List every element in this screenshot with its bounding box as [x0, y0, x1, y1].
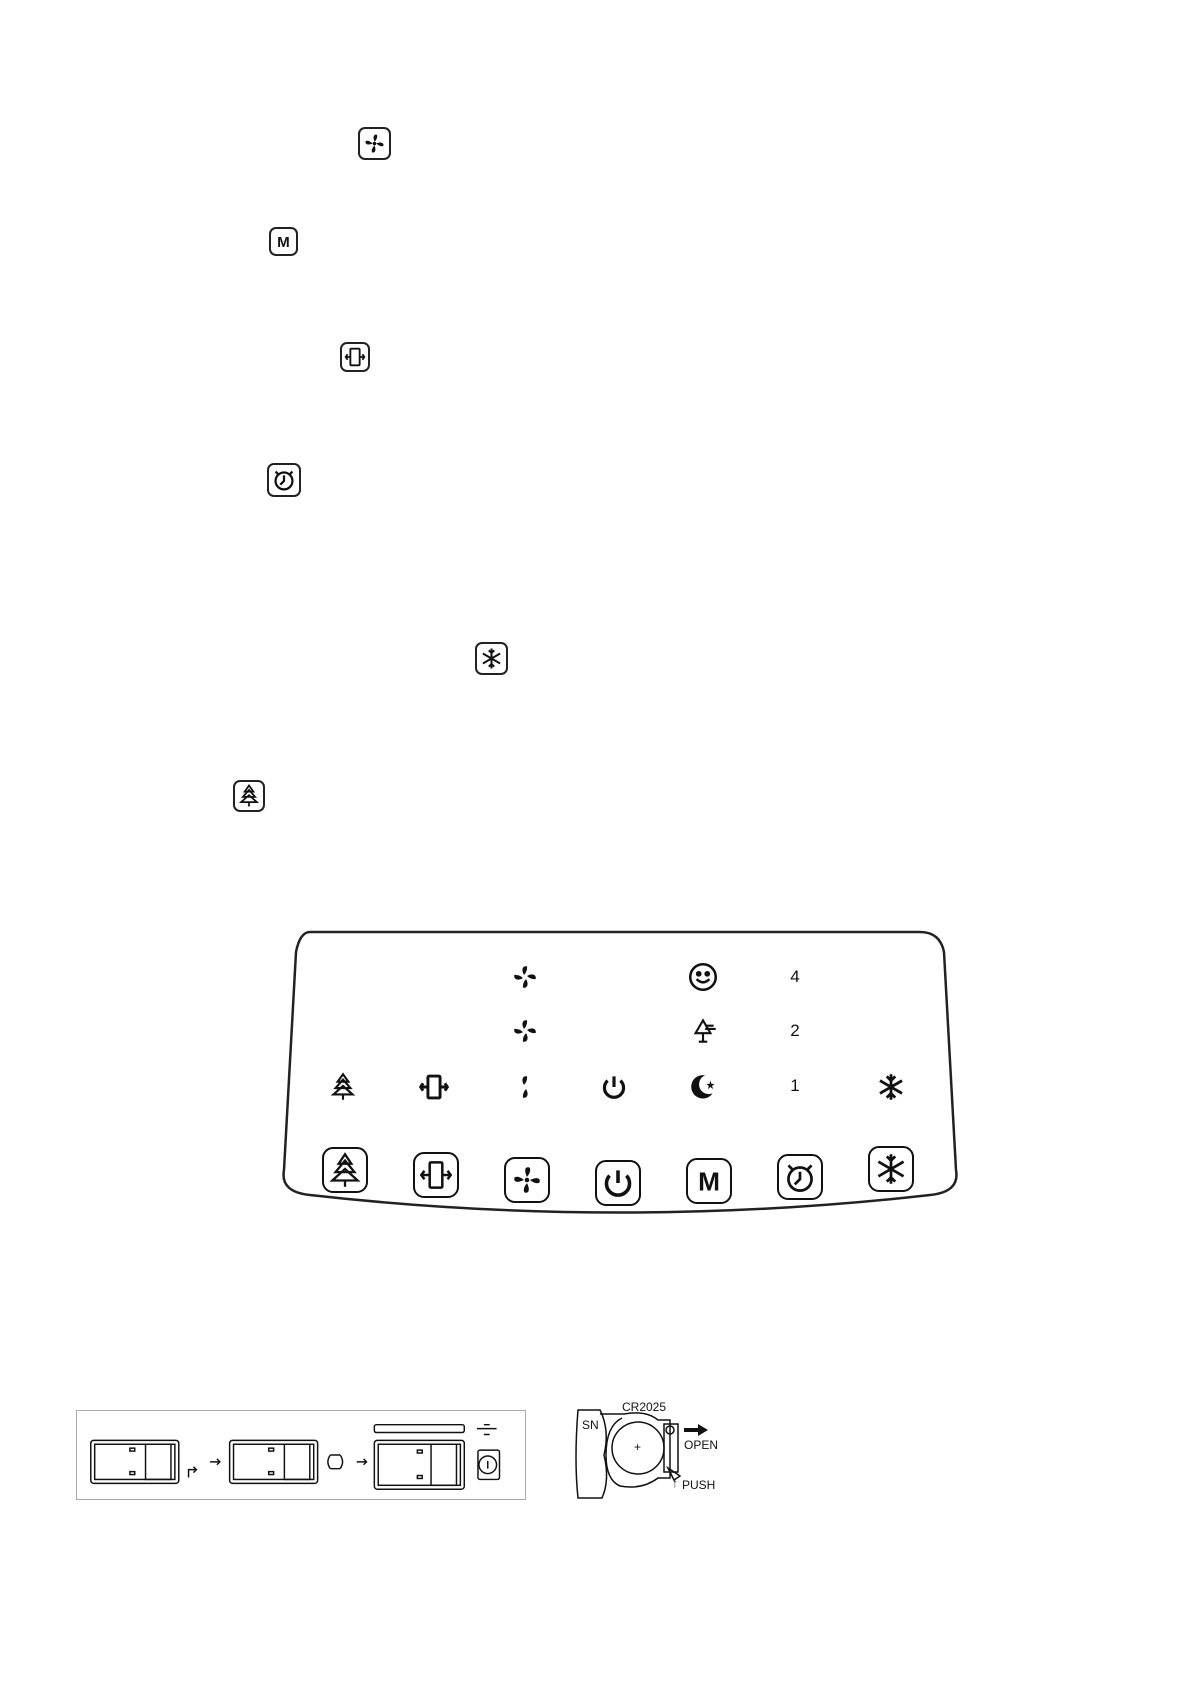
power-icon [597, 1070, 631, 1104]
fan-speed-mid-indicator [508, 1014, 542, 1048]
swing-icon [417, 1070, 451, 1104]
tree-cloud-icon [686, 1014, 720, 1048]
fan-high-icon [508, 960, 542, 994]
timer-button[interactable] [777, 1154, 823, 1200]
svg-text:M: M [277, 233, 290, 251]
swing-button[interactable] [413, 1152, 459, 1198]
push-arrow: ↑ [672, 1476, 678, 1490]
snowflake-icon [874, 1070, 908, 1104]
timer-4h-indicator: 4 [790, 967, 800, 986]
cool-indicator [874, 1070, 908, 1104]
fan-mid-icon [508, 1014, 542, 1048]
swing-keycap [340, 342, 370, 372]
remote-steps-drawing [77, 1411, 525, 1499]
breeze-mode-indicator [686, 1014, 720, 1048]
moon-star-icon [686, 1070, 720, 1104]
battery-plus-label: + [634, 1440, 642, 1454]
fan-speed-button[interactable] [504, 1157, 550, 1203]
smiley-icon [686, 960, 720, 994]
power-indicator [597, 1070, 631, 1104]
ionizer-keycap [233, 780, 265, 812]
fan-icon [360, 129, 389, 158]
mode-m-icon [271, 229, 296, 254]
tree-icon [326, 1070, 360, 1104]
remote-battery-steps-diagram [76, 1410, 526, 1500]
battery-holder-diagram [570, 1400, 770, 1510]
alarm-clock-icon [269, 465, 299, 495]
timer-keycap [267, 463, 301, 497]
ionizer-button[interactable] [322, 1147, 368, 1193]
timer-1h-indicator: 1 [790, 1076, 800, 1095]
fan-keycap [358, 127, 391, 160]
svg-text:M: M [698, 1166, 720, 1197]
push-label: PUSH [682, 1478, 716, 1492]
battery-holder-drawing [570, 1400, 770, 1510]
ionizer-indicator [326, 1070, 360, 1104]
fan-speed-high-indicator [508, 960, 542, 994]
control-panel [280, 930, 960, 1230]
mode-m-icon [688, 1160, 730, 1202]
fan-speed-low-indicator [508, 1070, 542, 1104]
swing-indicator [417, 1070, 451, 1104]
natural-mode-indicator [686, 960, 720, 994]
sn-label: SN [582, 1418, 599, 1432]
mode-keycap [269, 227, 298, 256]
mode-button[interactable] [686, 1158, 732, 1204]
swing-icon [342, 344, 368, 370]
power-icon [597, 1162, 639, 1204]
fan-icon [506, 1159, 548, 1201]
sleep-mode-indicator [686, 1070, 720, 1104]
tree-icon [235, 782, 263, 810]
power-button[interactable] [595, 1160, 641, 1206]
swing-icon [415, 1154, 457, 1196]
cool-keycap [475, 642, 508, 675]
snowflake-icon [477, 644, 506, 673]
open-label: OPEN [684, 1438, 719, 1452]
alarm-clock-icon [779, 1156, 821, 1198]
battery-model-label: CR2025 [622, 1400, 667, 1414]
cool-button[interactable] [868, 1146, 914, 1192]
timer-2h-indicator: 2 [790, 1021, 800, 1040]
fan-low-icon [508, 1070, 542, 1104]
tree-icon [324, 1149, 366, 1191]
open-arrow-icon [684, 1424, 708, 1436]
snowflake-icon [870, 1148, 912, 1190]
